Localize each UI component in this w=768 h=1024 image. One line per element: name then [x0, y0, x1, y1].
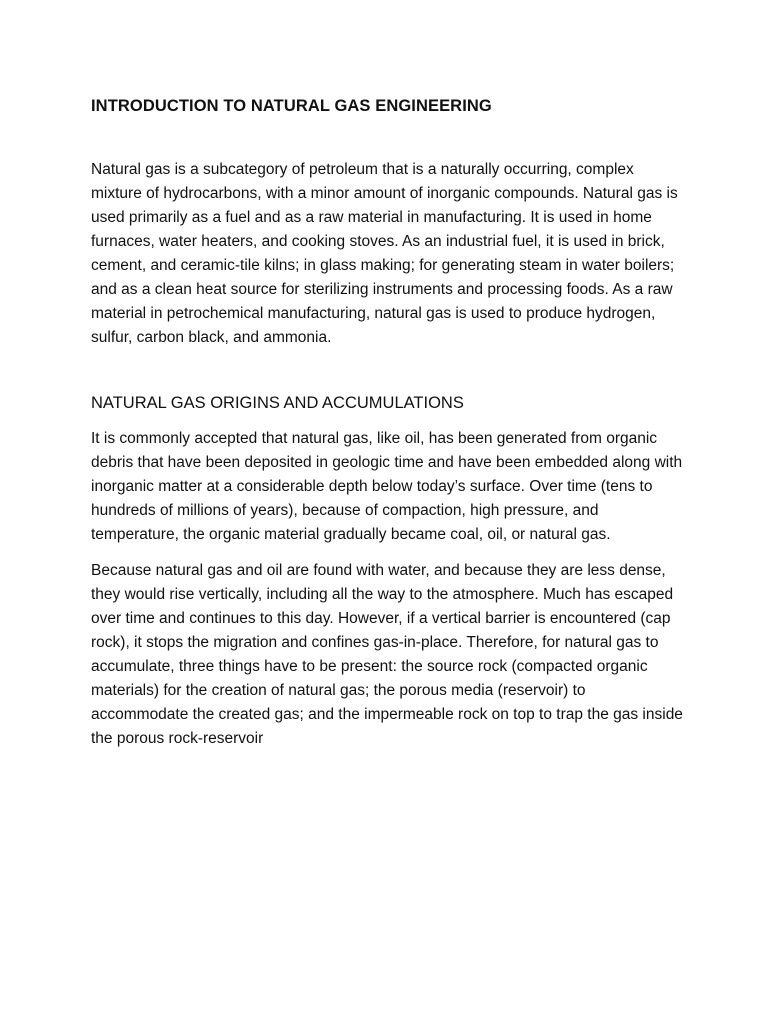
section-heading: NATURAL GAS ORIGINS AND ACCUMULATIONS [91, 394, 464, 412]
document-title: INTRODUCTION TO NATURAL GAS ENGINEERING [91, 97, 492, 115]
intro-paragraph: Natural gas is a subcategory of petroleum that is a naturally occurring, complex mixture of hydrocarbons, with a minor amount of inorganic compounds. Natural gas is used primarily as a fuel and as a raw material in manufacturing. It is used in home furnaces, water heaters, and cooking stoves. As an industrial fuel, it is used in brick, cement, and ceramic-tile kilns; in glass making; for generating steam in water boilers; and as a clean heat source for sterilizing instruments and processing foods. As a raw material in petrochemical manufacturing, natural gas is used to produce hydrogen, sulfur, carbon black, and ammonia. [91, 161, 678, 346]
document-page [91, 94, 683, 751]
accumulation-paragraph: Because natural gas and oil are found with water, and because they are less dense, they would rise vertically, including all the way to the atmosphere. Much has escaped over time and continues to this day. However, if a vertical barrier is encountered (cap rock), it stops the migration and confines gas-in-place. Therefore, for natural gas to accumulate, three things have to be present: the source rock (compacted organic materials) for the creation of natural gas; the porous media (reservoir) to accommodate the created gas; and the impermeable rock on top to trap the gas inside the porous rock-reservoir [91, 562, 683, 747]
origins-paragraph: It is commonly accepted that natural gas, like oil, has been generated from organic debris that have been deposited in geologic time and have been embedded along with inorganic matter at a considerable depth below today’s surface. Over time (tens to hundreds of millions of years), because of compaction, high pressure, and temperature, the organic material gradually became coal, oil, or natural gas. [91, 430, 683, 543]
